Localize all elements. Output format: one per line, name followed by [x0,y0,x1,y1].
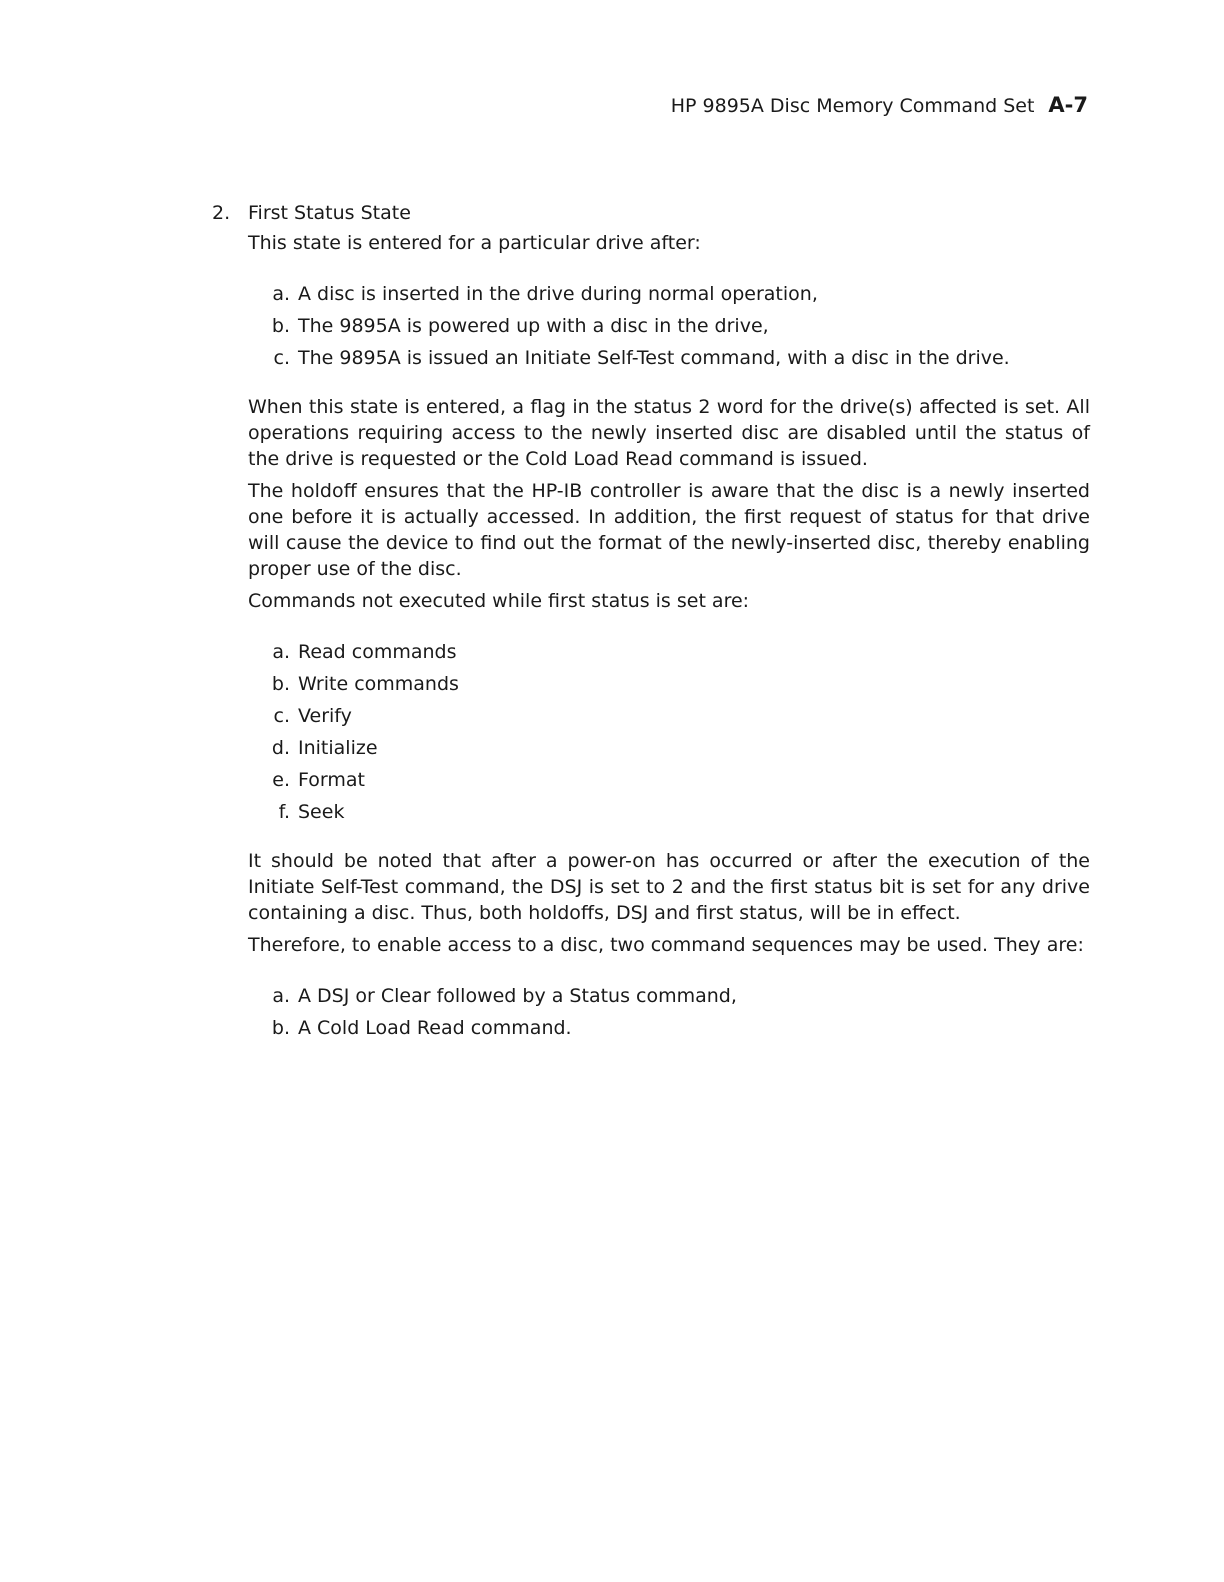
paragraph-holdoff: The holdoff ensures that the HP-IB controller is aware that the disc is a newly inserted one before it is actually accessed. In addition, the first request of status for that drive will cause the device to find out the format of the newly-inserted disc, thereby enabling proper use of the disc. [248,480,1090,580]
list-item-text: The 9895A is issued an Initiate Self-Test command, with a disc in the drive. [298,347,1010,369]
page-header [671,90,1088,121]
list-item-letter: c. [273,347,290,369]
list-item-letter: a. [272,641,290,663]
list-item-text: Initialize [298,737,378,759]
list-item-text: A DSJ or Clear followed by a Status command, [298,985,737,1007]
list-item-text: The 9895A is powered up with a disc in the drive, [298,315,769,337]
paragraph-sequences-intro: Therefore, to enable access to a disc, two command sequences may be used. They are: [248,934,1084,956]
list-item [248,278,1090,310]
list-item-text: Write commands [298,673,459,695]
section-body [248,230,1090,1044]
list-item-text: Read commands [298,641,457,663]
list-item [248,1012,1090,1044]
list-item-letter: d. [271,737,290,759]
entry-conditions-list [248,278,1090,374]
command-sequences-list [248,980,1090,1044]
paragraph-status-flag: When this state is entered, a flag in the status 2 word for the drive(s) affected is set. All operations requiring access to the newly inserted disc are disabled until the status of the drive is requested or the Cold Load Read command is issued. [248,396,1090,470]
list-item-letter: c. [273,705,290,727]
list-item [248,980,1090,1012]
list-item-letter: b. [271,315,290,337]
list-item-text: A Cold Load Read command. [298,1017,572,1039]
list-item-text: Format [298,769,365,791]
paragraph-blocked-intro: Commands not executed while first status is set are: [248,590,750,612]
paragraph-power-on-note: It should be noted that after a power-on has occurred or after the execution of the Initiate Self-Test command, the DSJ is set to 2 and the first status bit is set for any drive containing a disc. Thus, both holdoffs, DSJ and first status, will be in effect. [248,850,1090,924]
section-heading [212,200,1092,226]
document-body [212,200,1092,1064]
list-item [248,796,1090,828]
list-item-letter: a. [272,985,290,1007]
list-item [248,700,1090,732]
blocked-commands-list [248,636,1090,828]
page-header-title: HP 9895A Disc Memory Command Set [670,95,1035,117]
list-item-letter: b. [271,673,290,695]
list-item [248,764,1090,796]
list-item [248,636,1090,668]
list-item [248,668,1090,700]
list-item-letter: b. [271,1017,290,1039]
list-item-letter: e. [272,769,290,791]
list-item [248,732,1090,764]
list-item-text: Seek [298,801,345,823]
list-item-text: Verify [298,705,352,727]
page-number: A-7 [1048,93,1088,117]
list-item-letter: a. [272,283,290,305]
list-item [248,310,1090,342]
section-number: 2. [212,202,231,224]
list-item-letter: f. [278,801,290,823]
list-item [248,342,1090,374]
list-item-text: A disc is inserted in the drive during normal operation, [298,283,818,305]
section-title: First Status State [248,202,411,224]
section-intro: This state is entered for a particular drive after: [248,232,701,254]
